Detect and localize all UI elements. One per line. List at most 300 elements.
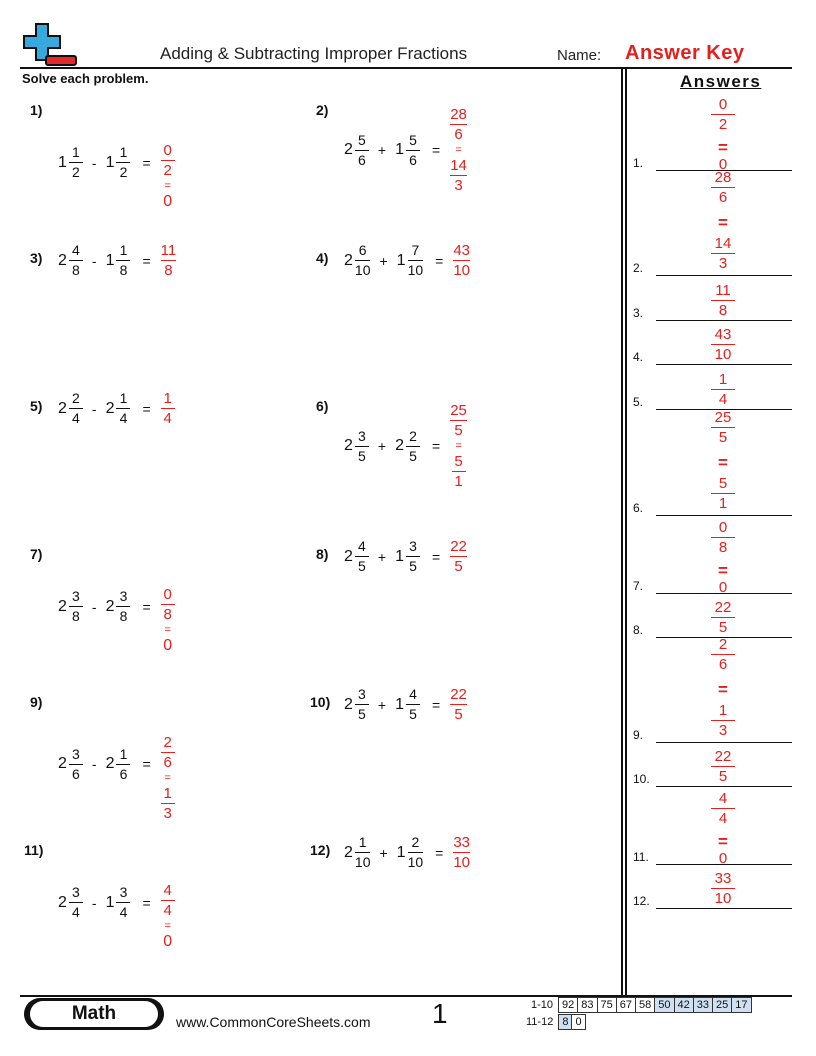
denominator: 4: [718, 810, 728, 827]
fraction-bar: [161, 260, 177, 261]
denominator: 6: [454, 126, 463, 143]
numerator: 4: [718, 790, 728, 807]
fraction-bar: [355, 704, 369, 705]
fraction-2: [116, 242, 130, 279]
problem-number: 7): [30, 546, 43, 562]
answer-equals: =: [164, 920, 171, 932]
numerator: 14: [450, 157, 467, 174]
answer: [161, 390, 175, 427]
key-answer-fraction: [698, 519, 748, 556]
key-answer-fraction: [698, 96, 748, 133]
answer-number: 12.: [633, 894, 650, 908]
numerator: 1: [119, 242, 128, 258]
fraction-bar: [116, 162, 130, 163]
numerator: 7: [411, 242, 420, 258]
problem-number: 1): [30, 102, 43, 118]
score-cell: 92: [559, 998, 578, 1013]
problem-number: 8): [316, 546, 329, 562]
denominator: 10: [407, 262, 424, 278]
fraction-bar: [355, 852, 371, 853]
denominator: 5: [358, 447, 366, 464]
key-answer-fraction: [698, 326, 748, 363]
problem-expression: [58, 242, 176, 279]
equals-sign: =: [142, 400, 151, 417]
fraction-bar: [453, 852, 470, 853]
denominator: 3: [454, 177, 463, 194]
operator: -: [91, 400, 97, 417]
fraction-bar: [69, 162, 83, 163]
key-simplified: 0: [718, 156, 728, 173]
fraction-1: [355, 132, 369, 169]
numerator: 33: [453, 834, 471, 851]
fraction-2: [116, 390, 130, 427]
answer-fraction: [450, 538, 467, 575]
operator: -: [91, 154, 97, 171]
problem-number: 5): [30, 398, 43, 414]
fraction-bar: [116, 764, 130, 765]
denominator: 6: [718, 656, 728, 673]
numerator: 22: [714, 748, 732, 765]
numerator: 1: [119, 390, 128, 406]
answer: [161, 242, 177, 279]
answer-number: 9.: [633, 728, 644, 742]
denominator: 10: [407, 854, 424, 870]
answer-number: 8.: [633, 623, 644, 637]
whole-number-1: 2: [58, 755, 67, 772]
key-answer-fraction: [698, 371, 748, 408]
fraction-1: [355, 686, 369, 723]
numerator: 0: [163, 142, 172, 159]
fraction-bar: [116, 260, 130, 261]
fraction-bar: [711, 389, 735, 390]
answer-fraction: [161, 142, 175, 179]
numerator: 1: [718, 371, 728, 388]
score-cell: 58: [636, 998, 655, 1013]
key-answer-fraction: [698, 169, 748, 206]
operator: -: [91, 598, 97, 615]
denominator: 10: [714, 890, 732, 907]
fraction-2: [116, 588, 130, 625]
numerator: 3: [72, 884, 80, 900]
fraction-bar: [355, 150, 369, 151]
numerator: 2: [163, 734, 172, 751]
operator: -: [91, 252, 97, 269]
problem-expression: [344, 106, 467, 194]
equals-sign: =: [435, 844, 444, 861]
key-answer-fraction: [698, 599, 748, 636]
numerator: 2: [411, 834, 420, 850]
fraction-1: [69, 746, 83, 783]
subject-label: Math: [30, 1001, 158, 1027]
score-cell: 25: [713, 998, 732, 1013]
answer-line: [656, 275, 792, 276]
numerator: 5: [409, 131, 417, 148]
denominator: 8: [119, 262, 128, 278]
problem-expression: [58, 558, 175, 655]
denominator: 10: [354, 262, 371, 278]
numerator: 0: [163, 586, 172, 603]
numerator: 6: [358, 242, 367, 258]
fraction-bar: [711, 537, 735, 538]
fraction-bar: [711, 617, 735, 618]
answer-number: 1.: [633, 156, 644, 170]
denominator: 2: [718, 116, 728, 133]
numerator: 22: [450, 538, 467, 555]
numerator: 25: [714, 409, 732, 426]
key-equals: =: [718, 138, 728, 157]
fraction-1: [355, 428, 369, 465]
equals-sign: =: [142, 252, 151, 269]
fraction-bar: [450, 556, 467, 557]
answer-line: [656, 742, 792, 743]
numerator: 4: [409, 686, 417, 702]
denominator: 4: [72, 410, 80, 426]
numerator: 2: [409, 427, 417, 444]
whole-number-2: 2: [395, 437, 404, 454]
whole-number-2: 2: [105, 755, 115, 772]
numerator: 3: [119, 588, 128, 604]
denominator: 6: [119, 765, 128, 782]
numerator: 5: [358, 131, 366, 148]
whole-number-1: 2: [344, 141, 353, 158]
answer: [453, 242, 470, 279]
whole-number-2: 1: [395, 695, 404, 713]
denominator: 5: [718, 768, 728, 785]
numerator: 3: [358, 427, 366, 444]
score-table-row-2: [523, 1014, 586, 1030]
answer-number: 5.: [633, 395, 644, 409]
fraction-bar: [355, 260, 371, 261]
denominator: 8: [164, 262, 173, 279]
score-cell: 0: [572, 1015, 585, 1030]
fraction-2: [406, 428, 420, 465]
numerator: 43: [453, 242, 471, 259]
fraction-bar: [711, 253, 735, 254]
score-cell: 83: [578, 998, 597, 1013]
operator: +: [377, 696, 387, 713]
equals-sign: =: [142, 154, 151, 171]
answer: [161, 734, 175, 822]
denominator: 5: [718, 429, 728, 446]
equals-sign: =: [142, 598, 151, 615]
fraction-bar: [711, 344, 735, 345]
denominator: 5: [454, 422, 463, 439]
problem-expression: [344, 402, 467, 490]
fraction-bar: [711, 427, 735, 428]
fraction-1: [355, 834, 371, 871]
whole-number-1: 2: [58, 251, 67, 269]
equals-sign: =: [142, 894, 151, 911]
denominator: 5: [409, 706, 417, 722]
denominator: 5: [358, 706, 366, 722]
answer-number: 2.: [633, 261, 644, 275]
fraction-bar: [450, 420, 467, 421]
page-title: Adding & Subtracting Improper Fractions: [160, 44, 468, 63]
answer: [450, 686, 467, 723]
whole-number-1: 1: [58, 153, 67, 171]
problem-number: 10): [310, 694, 331, 710]
answer-line: [656, 515, 792, 516]
denominator: 2: [72, 164, 80, 180]
equals-sign: =: [435, 252, 444, 269]
fraction-bar: [711, 720, 735, 721]
fraction-2: [116, 144, 130, 181]
operator: +: [377, 438, 387, 454]
numerator: 0: [718, 96, 728, 113]
denominator: 3: [718, 255, 728, 272]
answer-equals: =: [164, 772, 171, 784]
numerator: 5: [454, 453, 463, 470]
problem-expression: [58, 706, 175, 822]
instructions: Solve each problem.: [22, 71, 149, 86]
problem-expression: [58, 390, 175, 427]
answer-number: 3.: [633, 306, 644, 320]
numerator: 3: [409, 538, 417, 554]
fraction-bar: [69, 408, 83, 409]
fraction-bar: [69, 902, 83, 903]
denominator: 4: [72, 904, 80, 920]
denominator: 6: [358, 151, 366, 168]
answer-key-label: Answer Key: [625, 42, 745, 64]
problem-expression: [344, 686, 467, 723]
denominator: 6: [163, 754, 172, 771]
problem-expression: [344, 834, 470, 871]
fraction-bar: [116, 606, 130, 607]
key-simplified: 0: [718, 850, 728, 867]
page-number: 1: [432, 998, 448, 1029]
answer-number: 4.: [633, 350, 644, 364]
denominator: 4: [163, 410, 172, 427]
numerator: 4: [358, 538, 366, 554]
column-divider-right: [625, 68, 627, 995]
fraction-bar: [69, 606, 83, 607]
answer-fraction: [161, 734, 175, 771]
key-equals: =: [718, 680, 728, 699]
fraction-bar: [711, 300, 735, 301]
fraction-1: [355, 242, 371, 279]
simplified-answer: 0: [163, 637, 173, 654]
score-cell: 17: [732, 998, 751, 1013]
score-cell: 75: [597, 998, 616, 1013]
whole-number-1: 2: [58, 893, 67, 911]
denominator: 10: [354, 854, 371, 870]
fraction-1: [69, 588, 83, 625]
fraction-bar: [452, 471, 466, 472]
answer: [161, 882, 175, 951]
numerator: 1: [72, 144, 80, 160]
key-simplified: 0: [718, 579, 728, 596]
fraction-2: [408, 242, 424, 279]
key-equals: =: [718, 213, 728, 232]
whole-number-2: 1: [396, 251, 406, 269]
whole-number-2: 1: [105, 153, 115, 171]
fraction-bar: [711, 808, 735, 809]
whole-number-2: 1: [396, 843, 406, 861]
whole-number-1: 2: [344, 843, 353, 861]
answers-heading: Answers: [680, 72, 762, 91]
numerator: 28: [450, 106, 467, 123]
denominator: 5: [718, 619, 728, 636]
answer-line: [656, 786, 792, 787]
numerator: 3: [119, 884, 128, 900]
fraction-bar: [453, 260, 470, 261]
fraction-bar: [711, 493, 735, 494]
fraction-bar: [116, 408, 130, 409]
denominator: 5: [409, 558, 417, 574]
whole-number-1: 2: [58, 597, 67, 615]
numerator: 5: [718, 475, 728, 492]
denominator: 5: [409, 447, 417, 464]
fraction-2: [406, 538, 420, 575]
answer-fraction: [161, 242, 177, 279]
simplified-answer: 0: [163, 933, 173, 950]
fraction-bar: [355, 446, 369, 447]
problem-number: 3): [30, 250, 43, 266]
denominator: 1: [718, 495, 728, 512]
fraction-1: [69, 390, 83, 427]
denominator: 4: [163, 902, 172, 919]
denominator: 10: [714, 346, 732, 363]
score-cell: 67: [616, 998, 635, 1013]
score-table-row-1: [528, 997, 752, 1013]
denominator: 3: [718, 722, 728, 739]
site-url: www.CommonCoreSheets.com: [176, 1014, 371, 1030]
fraction-1: [69, 884, 83, 921]
problem-expression: [58, 114, 175, 211]
key-simplified-fraction: [698, 475, 748, 512]
whole-number-1: 2: [58, 399, 67, 417]
fraction-2: [406, 132, 420, 169]
answer-equals: =: [164, 180, 171, 192]
denominator: 4: [119, 904, 128, 920]
operator: -: [91, 756, 97, 772]
numerator: 4: [72, 242, 80, 258]
simplified-fraction: [450, 157, 467, 194]
numerator: 1: [119, 745, 128, 762]
problem-number: 4): [316, 250, 329, 266]
numerator: 1: [163, 785, 172, 802]
problem-expression: [344, 538, 467, 575]
problem-number: 9): [30, 694, 43, 710]
numerator: 2: [72, 390, 80, 406]
numerator: 3: [72, 745, 80, 762]
numerator: 11: [715, 282, 731, 299]
numerator: 22: [714, 599, 732, 616]
answer: [450, 402, 467, 490]
key-equals: =: [718, 453, 728, 472]
key-answer-fraction: [698, 870, 748, 907]
numerator: 28: [714, 169, 732, 186]
fraction-bar: [450, 175, 467, 176]
answer-equals: =: [455, 440, 462, 452]
score-cell: 8: [559, 1015, 572, 1030]
answer: [161, 586, 175, 655]
answer: [450, 538, 467, 575]
denominator: 8: [72, 608, 80, 624]
denominator: 2: [163, 162, 172, 179]
problem-number: 2): [316, 102, 329, 118]
fraction-bar: [161, 900, 175, 901]
key-answer-fraction: [698, 790, 748, 827]
numerator: 33: [714, 870, 732, 887]
denominator: 2: [119, 164, 128, 180]
fraction-bar: [408, 852, 424, 853]
score-range-label: 11-12: [526, 1016, 554, 1028]
fraction-bar: [408, 260, 424, 261]
fraction-bar: [161, 752, 175, 753]
whole-number-1: 2: [344, 695, 353, 713]
whole-number-2: 2: [105, 597, 115, 615]
operator: +: [377, 142, 387, 158]
fraction-bar: [711, 654, 735, 655]
denominator: 8: [72, 262, 80, 278]
answer: [453, 834, 470, 871]
fraction-bar: [450, 704, 467, 705]
denominator: 5: [454, 706, 463, 723]
numerator: 0: [718, 519, 728, 536]
fraction-bar: [161, 604, 175, 605]
key-answer-fraction: [698, 748, 748, 785]
denominator: 3: [163, 805, 172, 822]
simplified-answer: 0: [163, 193, 173, 210]
denominator: 10: [453, 262, 471, 279]
fraction-bar: [711, 766, 735, 767]
column-divider-left: [621, 68, 623, 995]
numerator: 1: [358, 834, 367, 850]
fraction-bar: [116, 902, 130, 903]
numerator: 1: [718, 702, 728, 719]
numerator: 22: [450, 686, 467, 703]
key-answer-fraction: [698, 636, 748, 673]
denominator: 6: [718, 189, 728, 206]
fraction-2: [406, 686, 420, 723]
denominator: 4: [119, 410, 128, 426]
simplified-fraction: [161, 785, 175, 822]
answer-number: 10.: [633, 772, 650, 786]
numerator: 3: [358, 686, 366, 702]
answer-equals: =: [164, 624, 171, 636]
numerator: 3: [72, 588, 80, 604]
answer-fraction: [450, 402, 467, 439]
whole-number-1: 2: [344, 251, 353, 269]
fraction-bar: [711, 187, 735, 188]
fraction-bar: [161, 803, 175, 804]
key-equals: =: [718, 561, 728, 580]
score-cell: 50: [655, 998, 674, 1013]
fraction-bar: [406, 704, 420, 705]
denominator: 8: [163, 606, 172, 623]
equals-sign: =: [432, 142, 441, 158]
answer-fraction: [453, 834, 470, 871]
whole-number-2: 1: [395, 547, 404, 565]
key-answer-fraction: [698, 282, 748, 319]
problem-number: 11): [24, 842, 44, 858]
problem-number: 12): [310, 842, 331, 858]
answer-equals: =: [455, 144, 462, 156]
answer: [161, 142, 175, 211]
denominator: 5: [454, 558, 463, 575]
answer-line: [656, 908, 792, 909]
whole-number-1: 2: [344, 547, 353, 565]
plus-minus-logo-icon: [22, 22, 80, 68]
key-answer-fraction: [698, 409, 748, 446]
operator: +: [377, 548, 387, 565]
fraction-bar: [69, 764, 83, 765]
answer-fraction: [450, 106, 467, 143]
numerator: 4: [163, 882, 172, 899]
fraction-bar: [406, 556, 420, 557]
answer-number: 6.: [633, 501, 644, 515]
